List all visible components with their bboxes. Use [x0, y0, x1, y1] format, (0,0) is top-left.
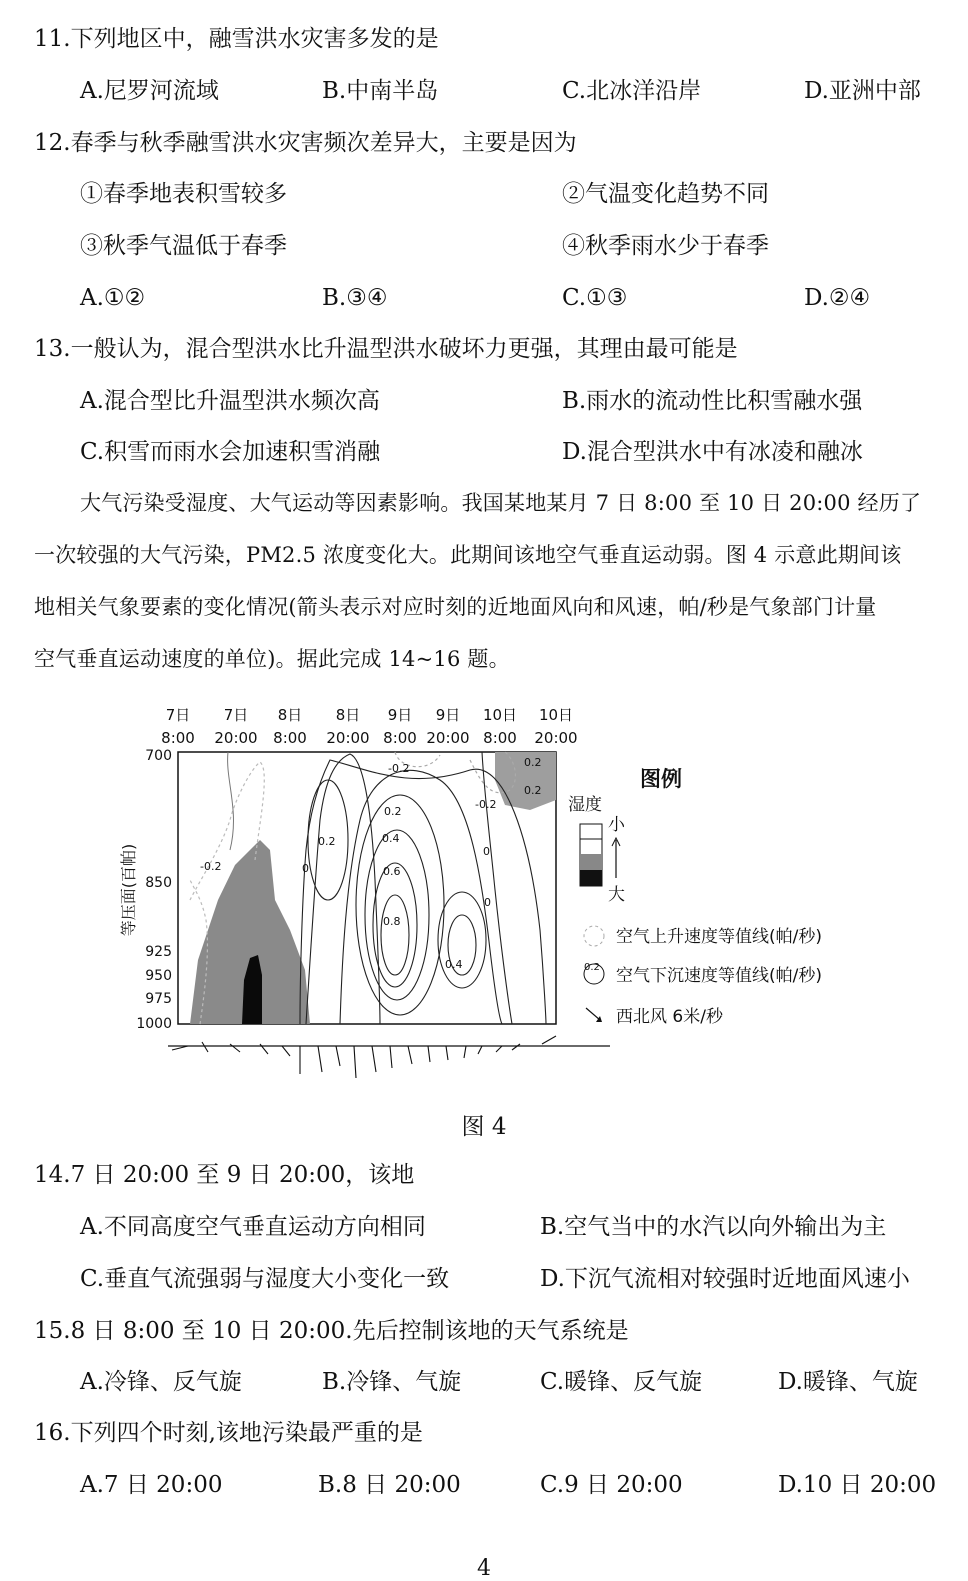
q14-option-b: B.空气当中的水汽以向外输出为主	[540, 1214, 887, 1240]
time-label-5-day: 9日	[387, 706, 413, 724]
legend-rise: 空气上升速度等值线(帕/秒)	[616, 927, 822, 947]
q14-stem: 14.7 日 20:00 至 9 日 20:00，该地	[34, 1162, 415, 1188]
time-label-4-day: 8日	[335, 706, 361, 724]
wind-arrows	[172, 1036, 556, 1078]
contour-label-12: 0.4	[445, 958, 463, 971]
time-label-6-time: 20:00	[426, 729, 470, 747]
passage-line-3: 地相关气象要素的变化情况(箭头表示对应时刻的近地面风向和风速，帕/秒是气象部门计量	[34, 595, 877, 619]
time-label-7-time: 8:00	[483, 729, 517, 747]
legend-title: 图例	[640, 767, 682, 791]
q16-stem: 16.下列四个时刻,该地污染最严重的是	[34, 1420, 423, 1446]
time-label-4-time: 20:00	[326, 729, 370, 747]
q13-stem: 13.一般认为，混合型洪水比升温型洪水破坏力更强，其理由最可能是	[34, 336, 738, 362]
y-tick-950: 950	[145, 968, 172, 984]
time-label-1-time: 8:00	[161, 729, 195, 747]
q16-option-a: A.7 日 20:00	[80, 1472, 223, 1498]
q12-option-c: C.①③	[562, 285, 628, 311]
passage-line-4: 空气垂直运动速度的单位)。据此完成 14~16 题。	[34, 647, 510, 671]
q16-option-b: B.8 日 20:00	[318, 1472, 461, 1498]
q12-statement-3: ③秋季气温低于春季	[80, 233, 287, 259]
q13-option-c: C.积雪而雨水会加速积雪消融	[80, 439, 381, 465]
plot-area	[178, 752, 556, 1024]
q12-stem: 12.春季与秋季融雪洪水灾害频次差异大，主要是因为	[34, 130, 577, 156]
passage-line-1: 大气污染受湿度、大气运动等因素影响。我国某地某月 7 日 8:00 至 10 日 20:00 经历了	[80, 491, 922, 515]
q11-option-c: C.北冰洋沿岸	[562, 78, 702, 104]
time-label-1-day: 7日	[165, 706, 191, 724]
y-tick-700: 700	[145, 748, 172, 764]
figure-caption: 图 4	[461, 1114, 507, 1140]
contour-label-7: 0.2	[384, 805, 402, 818]
q12-statement-1: ①春季地表积雪较多	[80, 181, 287, 207]
q13-option-b: B.雨水的流动性比积雪融水强	[562, 388, 863, 414]
q16-option-c: C.9 日 20:00	[540, 1472, 683, 1498]
figure-4	[110, 700, 890, 1090]
contour-label-9: 0.4	[382, 832, 400, 845]
legend-large: 大	[608, 885, 625, 905]
passage-line-2: 一次较强的大气污染，PM2.5 浓度变化大。此期间该地空气垂直运动弱。图 4 示意此期间该	[34, 543, 902, 567]
contour-label-11: 0.8	[383, 915, 401, 928]
q15-stem: 15.8 日 8:00 至 10 日 20:00.先后控制该地的天气系统是	[34, 1318, 629, 1344]
time-label-3-time: 8:00	[273, 729, 307, 747]
q11-stem: 11.下列地区中，融雪洪水灾害多发的是	[34, 26, 439, 52]
q11-option-d: D.亚洲中部	[804, 78, 921, 104]
page-number: 4	[477, 1556, 491, 1581]
contour-label-14: 0.2	[524, 756, 542, 769]
q12-statement-2: ②气温变化趋势不同	[562, 181, 769, 207]
q15-option-d: D.暖锋、气旋	[778, 1369, 918, 1395]
q16-option-d: D.10 日 20:00	[778, 1472, 937, 1498]
contour-label-8: 0.2	[524, 784, 542, 797]
q12-option-d: D.②④	[804, 285, 871, 311]
q11-option-b: B.中南半岛	[322, 78, 439, 104]
contour-label-3: -0.2	[475, 798, 497, 811]
rise-contour-sample	[584, 926, 604, 946]
figure-4-diagram	[110, 700, 890, 1090]
y-tick-925: 925	[145, 944, 172, 960]
y-tick-975: 975	[145, 991, 172, 1007]
legend	[568, 767, 822, 1027]
contour-label-1: -0.2	[200, 860, 222, 873]
time-label-8-time: 20:00	[534, 729, 578, 747]
contour-label-5: 0	[302, 862, 309, 875]
legend-sink: 空气下沉速度等值线(帕/秒)	[616, 966, 822, 986]
q12-statement-4: ④秋季雨水少于春季	[562, 233, 769, 259]
q13-option-a: A.混合型比升温型洪水频次高	[80, 388, 380, 414]
q15-option-c: C.暖锋、反气旋	[540, 1369, 703, 1395]
q15-option-a: A.冷锋、反气旋	[80, 1369, 242, 1395]
contour-label-2: -0.2	[388, 762, 410, 775]
contour-label-4: 0.2	[318, 835, 336, 848]
contour-label-10: 0.6	[383, 865, 401, 878]
time-label-2-day: 7日	[223, 706, 249, 724]
time-label-5-time: 8:00	[383, 729, 417, 747]
q13-option-d: D.混合型洪水中有冰凌和融冰	[562, 439, 863, 465]
y-axis-label: 等压面(百帕)	[119, 843, 138, 937]
contour-label-6: 0	[483, 845, 490, 858]
q11-option-a: A.尼罗河流域	[80, 78, 219, 104]
q14-option-d: D.下沉气流相对较强时近地面风速小	[540, 1266, 910, 1292]
legend-small: 小	[608, 815, 625, 835]
time-label-3-day: 8日	[277, 706, 303, 724]
time-label-2-time: 20:00	[214, 729, 258, 747]
legend-wind: 西北风 6米/秒	[616, 1007, 723, 1027]
contour-label-13: 0	[484, 896, 491, 909]
q14-option-c: C.垂直气流强弱与湿度大小变化一致	[80, 1266, 450, 1292]
y-tick-850: 850	[145, 875, 172, 891]
wind-arrow-sample	[586, 1008, 600, 1020]
legend-sink-sample: 0.2	[584, 962, 600, 973]
time-label-8-day: 10日	[538, 706, 574, 724]
q12-option-b: B.③④	[322, 285, 388, 311]
time-label-7-day: 10日	[482, 706, 518, 724]
q15-option-b: B.冷锋、气旋	[322, 1369, 462, 1395]
y-tick-1000: 1000	[136, 1016, 172, 1032]
q12-option-a: A.①②	[80, 285, 146, 311]
time-label-6-day: 9日	[435, 706, 461, 724]
q14-option-a: A.不同高度空气垂直运动方向相同	[80, 1214, 426, 1240]
legend-humidity-label: 湿度	[568, 795, 602, 815]
